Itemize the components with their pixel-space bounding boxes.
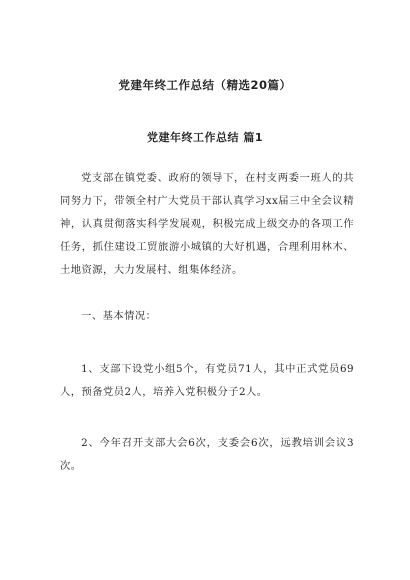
basic-situation-heading: 一、基本情况： bbox=[81, 310, 157, 322]
intro-paragraph: 党支部在镇党委、政府的领导下，在村支两委一班人的共同努力下，带领全村广大党员干部认真学习xx届三中全会议精神，认真贯彻落实科学发展观，积极完成上级交办的各项工作任务，抓住建设工贸旅游小城镇的大好机遇，合理利用林木、土地资源，大力发展村、组集体经济。 bbox=[60, 172, 354, 276]
document-title: 党建年终工作总结（精选20篇） bbox=[118, 78, 292, 92]
section-title: 党建年终工作总结 篇1 bbox=[147, 131, 263, 144]
list-item-meetings: 2、今年召开支部大会6次，支委会6次，远教培训会议3次。 bbox=[60, 437, 354, 472]
list-item-party-groups: 1、支部下设党小组5个，有党员71人，其中正式党员69人，预备党员2人，培养入党积极分子2人。 bbox=[60, 363, 354, 398]
